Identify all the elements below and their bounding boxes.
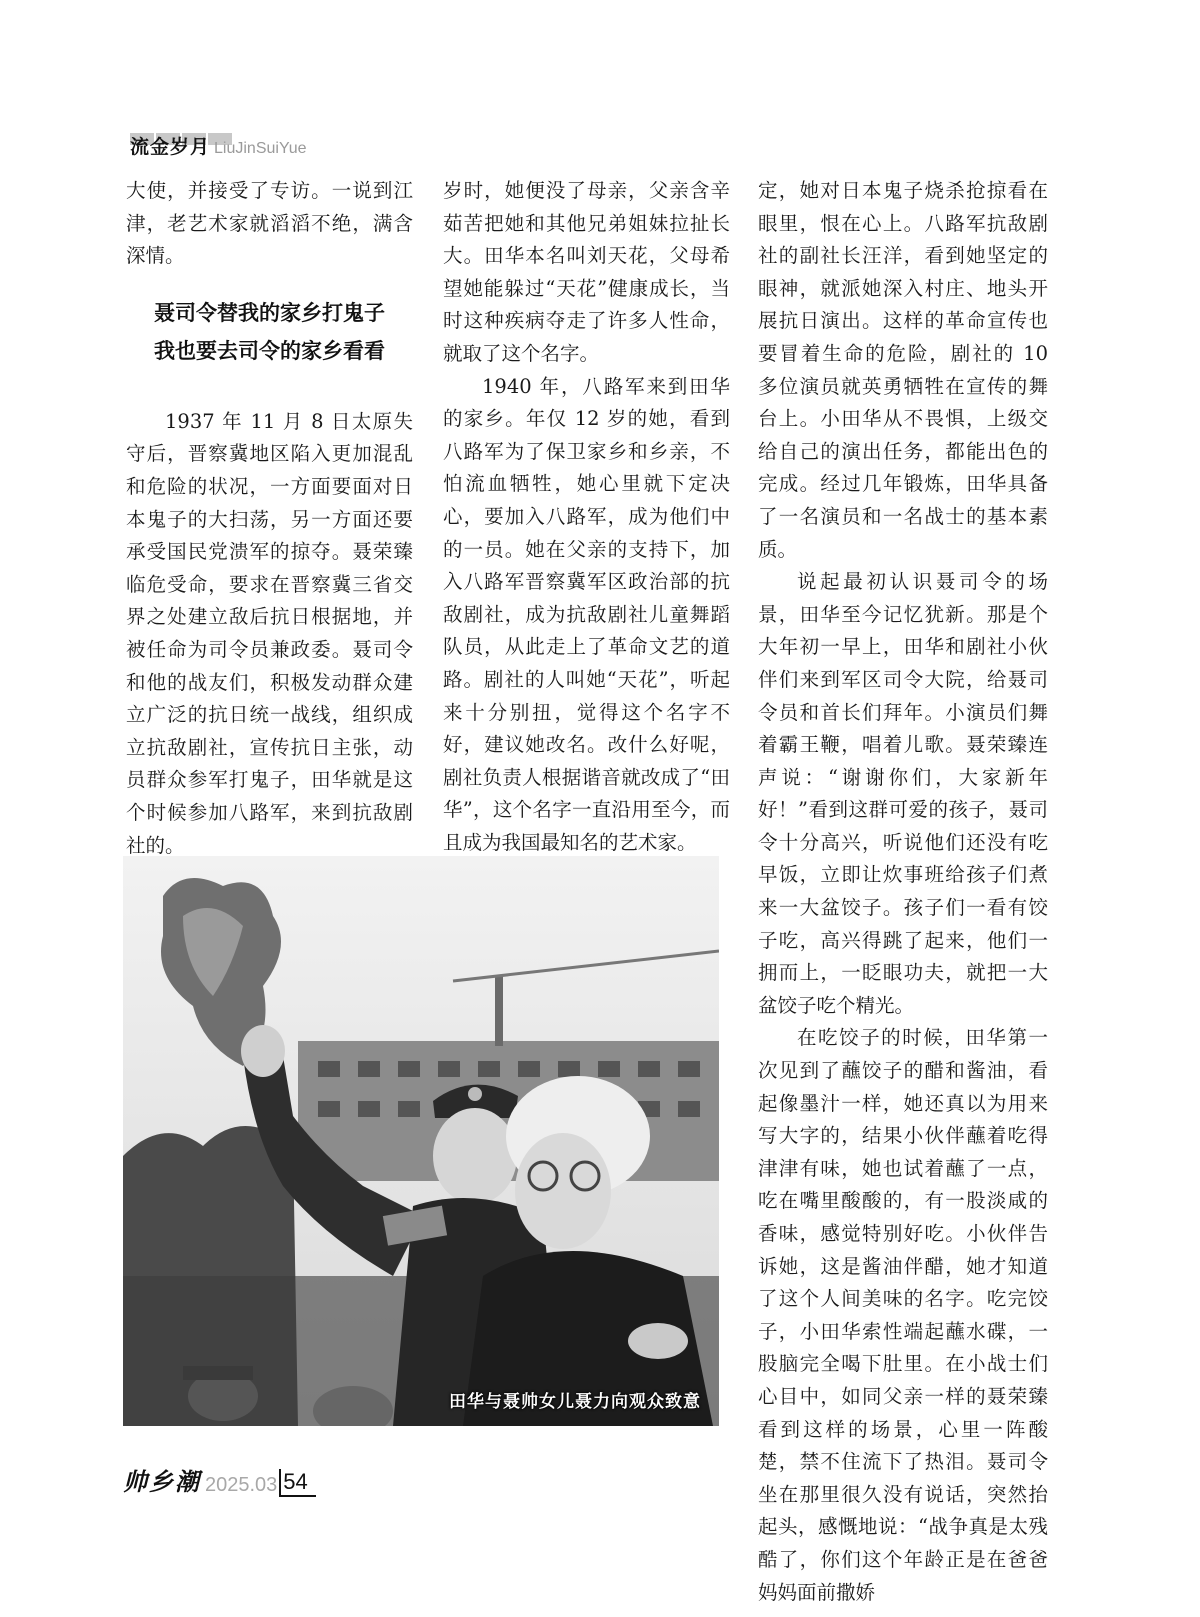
section-title: 流金岁月 — [130, 136, 211, 158]
text-column-3 — [758, 175, 1048, 1609]
subheading — [126, 294, 413, 370]
section-title-pinyin: LiuJinSuiYue — [214, 140, 307, 157]
subheading-line-2: 我也要去司令的家乡看看 — [154, 339, 385, 363]
paragraph: 大使，并接受了专访。一说到江津，老艺术家就滔滔不绝，满含深情。 — [126, 179, 413, 268]
text-column-2 — [443, 175, 730, 892]
photo-image — [123, 856, 719, 1426]
subheading-line-1: 聂司令替我的家乡打鬼子 — [154, 301, 385, 325]
issue-date: 2025.03 — [205, 1474, 278, 1496]
magazine-logo: 帅乡潮 — [123, 1468, 201, 1496]
page-number: 54 — [279, 1469, 315, 1497]
text-column-1 — [126, 175, 413, 960]
paragraph: 岁时，她便没了母亲，父亲含辛茹苦把她和其他兄弟姐妹拉扯长大。田华本名叫刘天花，父母希望她能躲过“天花”健康成长，当时这种疾病夺走了许多人性命，就取了这个名字。 — [443, 179, 730, 365]
photo-caption: 田华与聂帅女儿聂力向观众致意 — [449, 1392, 701, 1412]
paragraph: 在吃饺子的时候，田华第一次见到了蘸饺子的醋和酱油，看起像墨汁一样，她还真以为用来写大字的，结果小伙伴蘸着吃得津津有味，她也试着蘸了一点，吃在嘴里酸酸的，有一股淡咸的香味，感觉特别好吃。小伙伴告诉她，这是酱油伴醋，她才知道了这个人间美味的名字。吃完饺子，小田华索性端起蘸水碟，一股脑完全喝下肚里。在小战士们心目中，如同父亲一样的聂荣臻看到这样的场景，心里一阵酸楚，禁不住流下了热泪。聂司令坐在那里很久没有说话，突然抬起头，感慨地说：“战争真是太残酷了，你们这个年龄正是在爸爸妈妈面前撒娇 — [758, 1026, 1048, 1604]
page-footer — [123, 1461, 316, 1497]
paragraph: 定，她对日本鬼子烧杀抢掠看在眼里，恨在心上。八路军抗敌剧社的副社长汪洋，看到她坚定的眼神，就派她深入村庄、地头开展抗日演出。这样的革命宣传也要冒着生命的危险，剧社的 10 多位演员就英勇牺牲在宣传的舞台上。小田华从不畏惧，上级交给自己的演出任务，都能出色的完成。经过几年锻炼，田华具备了一名演员和一名战士的基本素质。 — [758, 179, 1048, 561]
paragraph: 说起最初认识聂司令的场景，田华至今记忆犹新。那是个大年初一早上，田华和剧社小伙伴们来到军区司令大院，给聂司令员和首长们拜年。小演员们舞着霸王鞭，唱着儿歌。聂荣臻连声说：“谢谢你们，大家新年好！”看到这群可爱的孩子，聂司令十分高兴，听说他们还没有吃早饭，立即让炊事班给孩子们煮来一大盆饺子。孩子们一看有饺子吃，高兴得跳了起来，他们一拥而上，一眨眼功夫，就把一大盆饺子吃个精光。 — [758, 570, 1048, 1017]
paragraph: 1937 年 11 月 8 日太原失守后，晋察冀地区陷入更加混乱和危险的状况，一方面要面对日本鬼子的大扫荡，另一方面还要承受国民党溃军的掠夺。聂荣臻临危受命，要求在晋察冀三省交界之处建立敌后抗日根据地，并被任命为司令员兼政委。聂司令和他的战友们，积极发动群众建立广泛的抗日统一战线，组织成立抗敌剧社，宣传抗日主张，动员群众参军打鬼子，田华就是这个时候参加八路军，来到抗敌剧社的。 — [126, 409, 413, 857]
section-header — [130, 133, 307, 159]
photo — [123, 856, 719, 1426]
paragraph: 1940 年，八路军来到田华的家乡。年仅 12 岁的她，看到八路军为了保卫家乡和乡亲，不怕流血牺牲，她心里就下定决心，要加入八路军，成为他们中的一员。她在父亲的支持下，加入八路军晋察冀军区政治部的抗敌剧社，成为抗敌剧社儿童舞蹈队员，从此走上了革命文艺的道路。剧社的人叫她“天花”，听起来十分别扭，觉得这个名字不好，建议她改名。改什么好呢，剧社负责人根据谐音就改成了“田华”，这个名字一直沿用至今，而且成为我国最知名的艺术家。 — [443, 374, 730, 854]
